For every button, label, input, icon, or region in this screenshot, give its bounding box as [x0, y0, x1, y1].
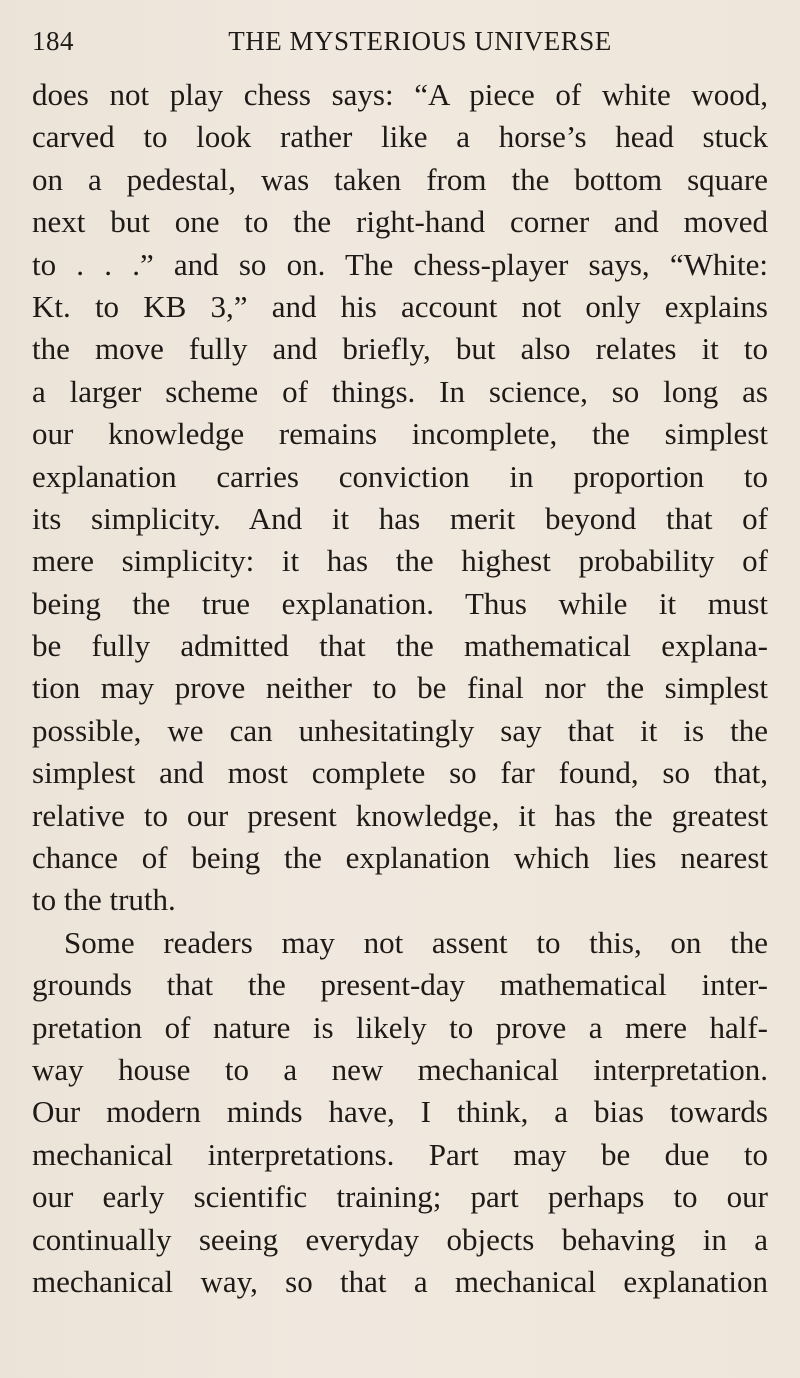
text-line: a larger scheme of things. In science, so long as [32, 373, 768, 409]
running-head [32, 26, 768, 66]
text-line: our knowledge remains incomplete, the simplest [32, 416, 768, 452]
text-line: Kt. to KB 3,” and his account not only explains [32, 288, 768, 324]
text-line: carved to look rather like a horse’s head stuck [32, 119, 768, 155]
text-line: next but one to the right-hand corner and moved [32, 204, 768, 240]
text-line: tion may prove neither to be final nor the simplest [32, 670, 768, 706]
text-line: possible, we can unhesitatingly say that it is the [32, 712, 768, 748]
text-line: our early scientific training; part perhaps to our [32, 1179, 768, 1215]
text-line: grounds that the present-day mathematical inter- [32, 967, 768, 1003]
running-title: THE MYSTERIOUS UNIVERSE [228, 26, 612, 56]
text-line: mere simplicity: it has the highest probability of [32, 543, 768, 579]
text-line: simplest and most complete so far found, so that, [32, 755, 768, 791]
paragraph-end-line: to the truth. [32, 882, 176, 918]
text-line: being the true explanation. Thus while it must [32, 585, 768, 621]
body-text [32, 74, 768, 1303]
text-line: way house to a new mechanical interpretation. [32, 1051, 768, 1087]
text-line: on a pedestal, was taken from the bottom square [32, 161, 768, 197]
text-line: the move fully and briefly, but also relates it to [32, 331, 768, 367]
text-line: to . . .” and so on. The chess-player says, “White: [32, 246, 768, 282]
text-line: relative to our present knowledge, it has the greatest [32, 797, 768, 833]
page-number: 184 [32, 26, 74, 56]
text-line: continually seeing everyday objects behaving in a [32, 1221, 768, 1257]
text-line: does not play chess says: “A piece of white wood, [32, 77, 768, 112]
text-line: pretation of nature is likely to prove a mere half- [32, 1009, 768, 1045]
text-line: its simplicity. And it has merit beyond that of [32, 500, 768, 536]
paragraph-start-line: Some readers may not assent to this, on the [64, 924, 768, 960]
text-line: mechanical way, so that a mechanical explanation [32, 1263, 768, 1299]
text-line: explanation carries conviction in proportion to [32, 458, 768, 494]
text-line: mechanical interpretations. Part may be due to [32, 1136, 768, 1172]
text-line: Our modern minds have, I think, a bias towards [32, 1094, 768, 1130]
text-line: be fully admitted that the mathematical explana- [32, 628, 768, 664]
text-line: chance of being the explanation which lies nearest [32, 840, 768, 876]
